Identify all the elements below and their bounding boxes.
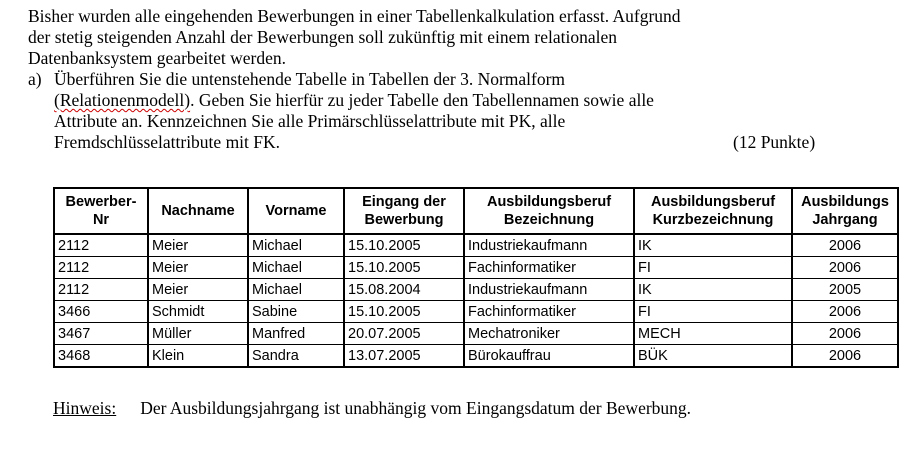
hint-label: Hinweis:	[53, 398, 117, 418]
cell-beruf-bezeichnung: Fachinformatiker	[464, 301, 634, 323]
cell-nachname: Meier	[148, 257, 248, 279]
cell-bewerber-nr: 2112	[54, 257, 148, 279]
cell-eingang: 15.08.2004	[344, 279, 464, 301]
header-beruf-bezeichnung: Ausbildungsberuf Bezeichnung	[464, 188, 634, 234]
hint-line	[53, 398, 691, 419]
cell-vorname: Michael	[248, 257, 344, 279]
cell-beruf-bezeichnung: Industriekaufmann	[464, 234, 634, 257]
cell-beruf-kurz: BÜK	[634, 345, 792, 368]
cell-nachname: Meier	[148, 234, 248, 257]
cell-vorname: Michael	[248, 279, 344, 301]
cell-beruf-bezeichnung: Fachinformatiker	[464, 257, 634, 279]
task-line-2-rest: . Geben Sie hierfür zu jeder Tabelle den Tabellennamen sowie alle	[190, 90, 654, 110]
intro-line-2: der stetig steigenden Anzahl der Bewerbungen soll zukünftig mit einem relationalen	[28, 27, 617, 47]
cell-eingang: 15.10.2005	[344, 234, 464, 257]
cell-bewerber-nr: 2112	[54, 279, 148, 301]
cell-bewerber-nr: 2112	[54, 234, 148, 257]
table-row	[54, 345, 898, 368]
cell-beruf-kurz: FI	[634, 257, 792, 279]
intro-paragraph	[28, 6, 898, 69]
cell-jahrgang: 2006	[792, 345, 898, 368]
header-bewerber-nr: Bewerber- Nr	[54, 188, 148, 234]
task-line-2-word: (Relationenmodell)	[54, 90, 191, 110]
cell-beruf-kurz: FI	[634, 301, 792, 323]
cell-beruf-bezeichnung: Mechatroniker	[464, 323, 634, 345]
table-row	[54, 257, 898, 279]
task-line-2	[54, 90, 834, 111]
cell-vorname: Sabine	[248, 301, 344, 323]
intro-line-3: Datenbanksystem gearbeitet werden.	[28, 48, 287, 68]
cell-jahrgang: 2006	[792, 257, 898, 279]
cell-nachname: Klein	[148, 345, 248, 368]
table-row	[54, 323, 898, 345]
cell-beruf-kurz: IK	[634, 279, 792, 301]
table-row	[54, 301, 898, 323]
task-line-4: Fremdschlüsselattribute mit FK.	[54, 132, 281, 152]
cell-vorname: Michael	[248, 234, 344, 257]
header-jahrgang: Ausbildungs Jahrgang	[792, 188, 898, 234]
cell-beruf-kurz: IK	[634, 234, 792, 257]
table-header-row	[54, 188, 898, 234]
applications-table	[53, 187, 899, 368]
cell-bewerber-nr: 3466	[54, 301, 148, 323]
header-nachname: Nachname	[148, 188, 248, 234]
table-row	[54, 279, 898, 301]
cell-jahrgang: 2006	[792, 301, 898, 323]
header-eingang: Eingang der Bewerbung	[344, 188, 464, 234]
cell-jahrgang: 2006	[792, 234, 898, 257]
cell-eingang: 13.07.2005	[344, 345, 464, 368]
cell-jahrgang: 2005	[792, 279, 898, 301]
task-points: (12 Punkte)	[733, 132, 816, 152]
cell-nachname: Meier	[148, 279, 248, 301]
cell-nachname: Schmidt	[148, 301, 248, 323]
cell-vorname: Sandra	[248, 345, 344, 368]
task-marker: a)	[28, 69, 42, 89]
header-beruf-kurz: Ausbildungsberuf Kurzbezeichnung	[634, 188, 792, 234]
cell-beruf-kurz: MECH	[634, 323, 792, 345]
task-body	[54, 69, 834, 153]
cell-bewerber-nr: 3467	[54, 323, 148, 345]
task-line-3: Attribute an. Kennzeichnen Sie alle Primärschlüsselattribute mit PK, alle	[54, 111, 566, 131]
cell-nachname: Müller	[148, 323, 248, 345]
table-row	[54, 234, 898, 257]
hint-text: Der Ausbildungsjahrgang ist unabhängig vom Eingangsdatum der Bewerbung.	[140, 398, 692, 418]
cell-eingang: 20.07.2005	[344, 323, 464, 345]
task-line-1: Überführen Sie die untenstehende Tabelle in Tabellen der 3. Normalform	[54, 69, 566, 89]
cell-beruf-bezeichnung: Bürokauffrau	[464, 345, 634, 368]
cell-beruf-bezeichnung: Industriekaufmann	[464, 279, 634, 301]
cell-eingang: 15.10.2005	[344, 301, 464, 323]
cell-eingang: 15.10.2005	[344, 257, 464, 279]
intro-line-1: Bisher wurden alle eingehenden Bewerbungen in einer Tabellenkalkulation erfasst. Aufgrund	[28, 6, 681, 26]
cell-jahrgang: 2006	[792, 323, 898, 345]
cell-bewerber-nr: 3468	[54, 345, 148, 368]
header-vorname: Vorname	[248, 188, 344, 234]
cell-vorname: Manfred	[248, 323, 344, 345]
